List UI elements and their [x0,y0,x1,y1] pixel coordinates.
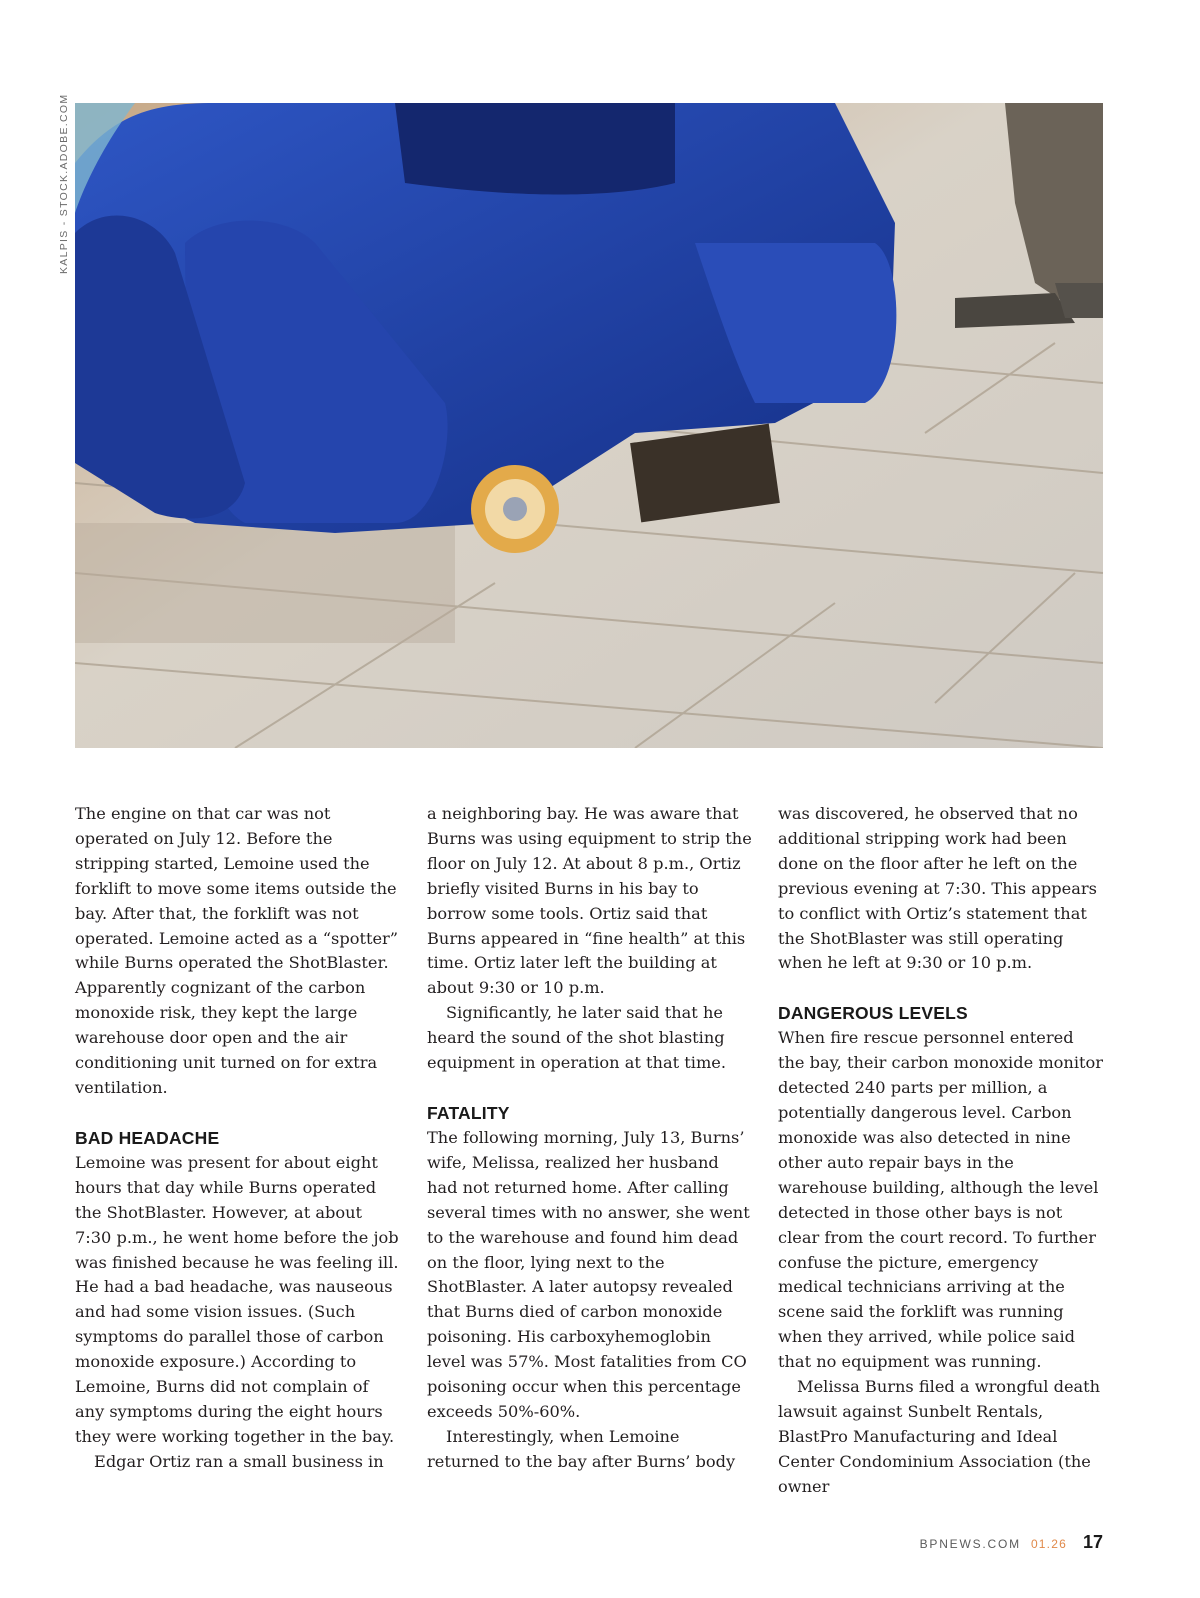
column-1 [75,802,401,1475]
shadow [75,523,455,643]
paragraph: Interestingly, when Lemoine returned to the bay after Burns’ body [427,1426,736,1471]
footer-site[interactable]: BPNEWS.COM [919,1537,1021,1551]
column-3 [778,802,1104,1500]
paragraph: The following morning, July 13, Burns’ wife, Melissa, realized her husband had not returned home. After calling several times with no answer, she went to the warehouse and found him dead on the floor, lying next to the ShotBlaster. A later autopsy revealed that Burns died of carbon monoxide poisoning. His carboxyhemoglobin level was 57%. Most fatalities from CO poisoning occur when this percentage exceeds 50%-60%. [427,1127,750,1421]
photo-credit: KALPIS - STOCK.ADOBE.COM [58,93,70,274]
paragraph: Lemoine was present for about eight hours that day while Burns operated the ShotBlaster. However, at about 7:30 p.m., he went home before the job was finished because he was feeling ill. He had a bad headache, was nauseous and had some vision issues. (Such symptoms do parallel those of carbon monoxide exposure.) According to Lemoine, Burns did not complain of any symptoms during the eight hours they were working together in the bay. [75,1152,399,1446]
page-number: 17 [1082,1532,1103,1552]
paragraph: When fire rescue personnel entered the bay, their carbon monoxide monitor detected 240 parts per million, a potentially dangerous level. Carbon monoxide was also detected in nine other auto repair bays in the warehouse building, although the level detected in those other bays is not clear from the court record. To further confuse the picture, emergency medical technicians arriving at the scene said the forklift was running when they arrived, while police said that no equipment was running. [778,1028,1104,1372]
article-photo [75,103,1103,748]
subheading-fatality: FATALITY [427,1102,510,1123]
paragraph: was discovered, he observed that no additional stripping work had been done on the floor after he left on the previous evening at 7:30. This appears to conflict with Ortiz’s statement that the ShotBlaster was still operating when he left at 9:30 or 10 p.m. [778,804,1097,973]
subheading-dangerous-levels: DANGEROUS LEVELS [778,1003,968,1024]
paragraph: a neighboring bay. He was aware that Burns was using equipment to strip the floor on July 12. At about 8 p.m., Ortiz briefly visited Burns in his bay to borrow some tools. Ortiz said that Burns appeared in “fine health” at this time. Ortiz later left the building at about 9:30 or 10 p.m. [427,804,752,998]
paragraph: Melissa Burns filed a wrongful death lawsuit against Sunbelt Rentals, BlastPro Manufacturing and Ideal Center Condominium Association (the owner [778,1377,1101,1496]
paragraph: The engine on that car was not operated on July 12. Before the stripping started, Lemoine used the forklift to move some items outside the bay. After that, the forklift was not operated. Lemoine acted as a “spotter” while Burns operated the ShotBlaster. Apparently cognizant of the carbon monoxide risk, they kept the large warehouse door open and the air conditioning unit turned on for extra ventilation. [75,804,399,1097]
column-2 [427,802,753,1475]
article-body [75,802,1104,1496]
subheading-bad-headache: BAD HEADACHE [75,1127,220,1148]
page-footer [920,1532,1103,1558]
paragraph: Significantly, he later said that he heard the sound of the shot blasting equipment in operation at that time. [427,1003,727,1073]
footer-issue: 01.26 [1030,1537,1067,1551]
paragraph: Edgar Ortiz ran a small business in [94,1451,384,1471]
shotblaster-machine [75,103,896,553]
